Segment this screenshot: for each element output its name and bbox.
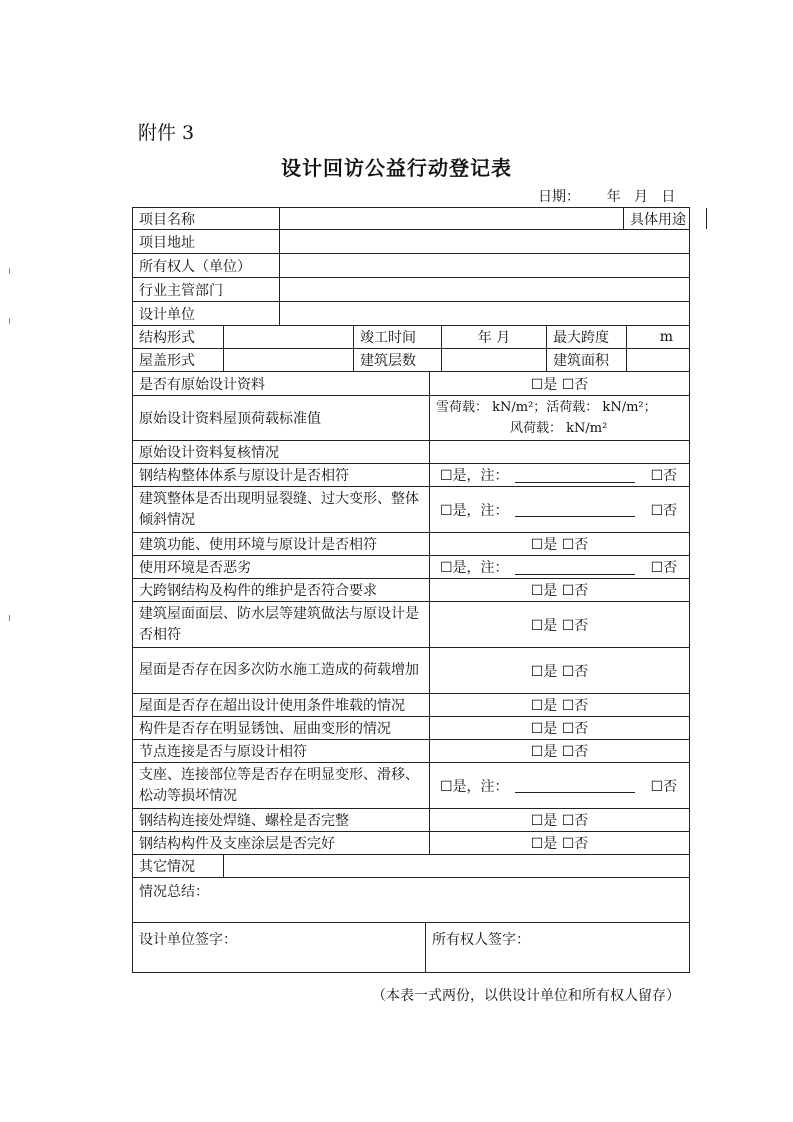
row-industry-dept bbox=[132, 278, 690, 302]
date-label: 日期： 年 月 日 bbox=[538, 189, 676, 205]
note-line[interactable] bbox=[515, 502, 635, 517]
design-unit-field[interactable] bbox=[279, 302, 689, 325]
question-text: 是否有原始设计资料 bbox=[139, 376, 265, 393]
note-line[interactable] bbox=[515, 560, 635, 575]
yes-no-checkbox[interactable]: ☐是 ☐否 bbox=[429, 602, 689, 647]
row-roof bbox=[132, 349, 690, 372]
question-row bbox=[132, 809, 690, 832]
project-address-field[interactable] bbox=[279, 230, 689, 253]
yes-note-no-answer[interactable] bbox=[429, 487, 689, 532]
no-checkbox[interactable]: ☐否 bbox=[650, 468, 678, 484]
row-project-name bbox=[132, 207, 690, 230]
question-row bbox=[132, 487, 690, 533]
question-row bbox=[132, 602, 690, 648]
question-row bbox=[132, 464, 690, 487]
owner-signature[interactable] bbox=[425, 923, 689, 972]
yes-checkbox[interactable]: ☐是，注： bbox=[440, 502, 509, 519]
yes-no-checkbox[interactable]: ☐是 ☐否 bbox=[429, 740, 689, 762]
building-floors-label: 建筑层数 bbox=[353, 349, 441, 371]
row-project-address bbox=[132, 230, 690, 254]
industry-dept-field[interactable] bbox=[279, 278, 689, 301]
specific-use-label: 具体用途 bbox=[623, 208, 706, 229]
owner-sign-label: 所有权人签字： bbox=[432, 932, 530, 948]
building-floors-field[interactable] bbox=[441, 349, 546, 371]
question-text: 使用环境是否恶劣 bbox=[139, 560, 251, 576]
yes-no-checkbox[interactable]: ☐是 ☐否 bbox=[429, 809, 689, 831]
question-text: 钢结构连接处焊缝、螺栓是否完整 bbox=[139, 813, 349, 829]
review-status-field[interactable] bbox=[429, 441, 689, 463]
row-structure bbox=[132, 326, 690, 349]
row-signatures bbox=[132, 923, 690, 973]
registration-form bbox=[132, 207, 690, 973]
question-text: 原始设计资料屋顶荷载标准值 bbox=[139, 411, 321, 427]
other-field[interactable] bbox=[223, 855, 689, 877]
question-row bbox=[132, 763, 690, 809]
margin-mark bbox=[9, 615, 10, 621]
project-name-label: 项目名称 bbox=[139, 211, 195, 228]
wind-load[interactable]: 风荷载： kN/m² bbox=[510, 421, 608, 436]
question-row bbox=[132, 717, 690, 740]
other-label: 其它情况 bbox=[139, 859, 195, 875]
question-row bbox=[132, 694, 690, 717]
summary-label: 情况总结： bbox=[139, 884, 209, 900]
yes-no-checkbox[interactable]: ☐是 ☐否 bbox=[429, 832, 689, 854]
max-span-label: 最大跨度 bbox=[546, 326, 626, 348]
building-area-label: 建筑面积 bbox=[546, 349, 626, 371]
yes-no-checkbox[interactable]: ☐是 ☐否 bbox=[429, 372, 689, 395]
roof-form-field[interactable] bbox=[223, 349, 353, 371]
footer-note: （本表一式两份，以供设计单位和所有权人留存） bbox=[372, 988, 680, 1004]
margin-mark bbox=[9, 268, 10, 274]
question-row bbox=[132, 533, 690, 556]
structure-form-label: 结构形式 bbox=[139, 330, 195, 346]
yes-checkbox[interactable]: ☐是，注： bbox=[440, 560, 509, 576]
row-other bbox=[132, 855, 690, 878]
row-summary bbox=[132, 878, 690, 923]
max-span-field[interactable]: m bbox=[626, 326, 689, 348]
industry-dept-label: 行业主管部门 bbox=[139, 282, 223, 299]
building-area-field[interactable] bbox=[626, 349, 689, 371]
summary-field[interactable] bbox=[133, 878, 689, 922]
design-sign-label: 设计单位签字： bbox=[139, 932, 237, 948]
question-text: 大跨钢结构及构件的维护是否符合要求 bbox=[139, 583, 377, 599]
no-checkbox[interactable]: ☐否 bbox=[650, 560, 678, 576]
question-text: 钢结构构件及支座涂层是否完好 bbox=[139, 836, 335, 852]
row-design-unit bbox=[132, 302, 690, 326]
project-address-label: 项目地址 bbox=[139, 234, 195, 251]
question-row bbox=[132, 579, 690, 602]
question-text: 屋面是否存在因多次防水施工造成的荷载增加 bbox=[139, 662, 419, 678]
question-text: 建筑屋面面层、防水层等建筑做法与原设计是否相符 bbox=[139, 605, 419, 643]
question-row bbox=[132, 441, 690, 464]
question-row bbox=[132, 832, 690, 855]
question-row bbox=[132, 740, 690, 763]
completion-time-label: 竣工时间 bbox=[353, 326, 441, 348]
margin-mark bbox=[9, 318, 10, 324]
design-unit-label: 设计单位 bbox=[139, 306, 195, 323]
yes-note-no-answer[interactable] bbox=[429, 763, 689, 808]
completion-time-field[interactable]: 年 月 bbox=[441, 326, 546, 348]
yes-checkbox[interactable]: ☐是，注： bbox=[440, 778, 509, 795]
project-name-field[interactable] bbox=[279, 208, 623, 229]
no-checkbox[interactable]: ☐否 bbox=[650, 778, 678, 795]
design-unit-signature[interactable] bbox=[133, 923, 425, 972]
no-checkbox[interactable]: ☐否 bbox=[650, 502, 678, 519]
question-text: 原始设计资料复核情况 bbox=[139, 445, 279, 461]
question-text: 建筑整体是否出现明显裂缝、过大变形、整体倾斜情况 bbox=[139, 490, 419, 528]
structure-form-field[interactable] bbox=[223, 326, 353, 348]
yes-no-checkbox[interactable]: ☐是 ☐否 bbox=[429, 717, 689, 739]
yes-note-no-answer[interactable] bbox=[429, 556, 689, 578]
yes-checkbox[interactable]: ☐是，注： bbox=[440, 468, 509, 484]
yes-note-no-answer[interactable] bbox=[429, 464, 689, 486]
roof-load-values[interactable] bbox=[429, 396, 689, 440]
question-row bbox=[132, 648, 690, 694]
question-row bbox=[132, 556, 690, 579]
form-title: 设计回访公益行动登记表 bbox=[281, 156, 512, 180]
snow-live-load[interactable]: 雪荷载： kN/m²；活荷载： kN/m²； bbox=[436, 400, 657, 415]
question-text: 钢结构整体体系与原设计是否相符 bbox=[139, 468, 349, 484]
specific-use-field[interactable] bbox=[706, 208, 713, 229]
roof-form-label: 屋盖形式 bbox=[139, 353, 195, 369]
question-row bbox=[132, 396, 690, 441]
attachment-label: 附件 3 bbox=[138, 122, 195, 144]
yes-no-checkbox[interactable]: ☐是 ☐否 bbox=[429, 579, 689, 601]
question-text: 支座、连接部位等是否存在明显变形、滑移、松动等损坏情况 bbox=[139, 766, 419, 804]
owner-field[interactable] bbox=[279, 254, 689, 277]
note-line[interactable] bbox=[515, 468, 635, 483]
row-owner bbox=[132, 254, 690, 278]
yes-no-checkbox[interactable]: ☐是 ☐否 bbox=[429, 533, 689, 555]
question-text: 建筑功能、使用环境与原设计是否相符 bbox=[139, 537, 377, 553]
question-text: 节点连接是否与原设计相符 bbox=[139, 744, 307, 760]
note-line[interactable] bbox=[515, 778, 635, 793]
question-row bbox=[132, 372, 690, 396]
question-text: 屋面是否存在超出设计使用条件堆载的情况 bbox=[139, 698, 405, 714]
question-text: 构件是否存在明显锈蚀、屈曲变形的情况 bbox=[139, 721, 391, 737]
yes-no-checkbox[interactable]: ☐是 ☐否 bbox=[429, 694, 689, 716]
owner-label: 所有权人（单位） bbox=[139, 258, 251, 275]
yes-no-checkbox[interactable]: ☐是 ☐否 bbox=[429, 648, 689, 693]
